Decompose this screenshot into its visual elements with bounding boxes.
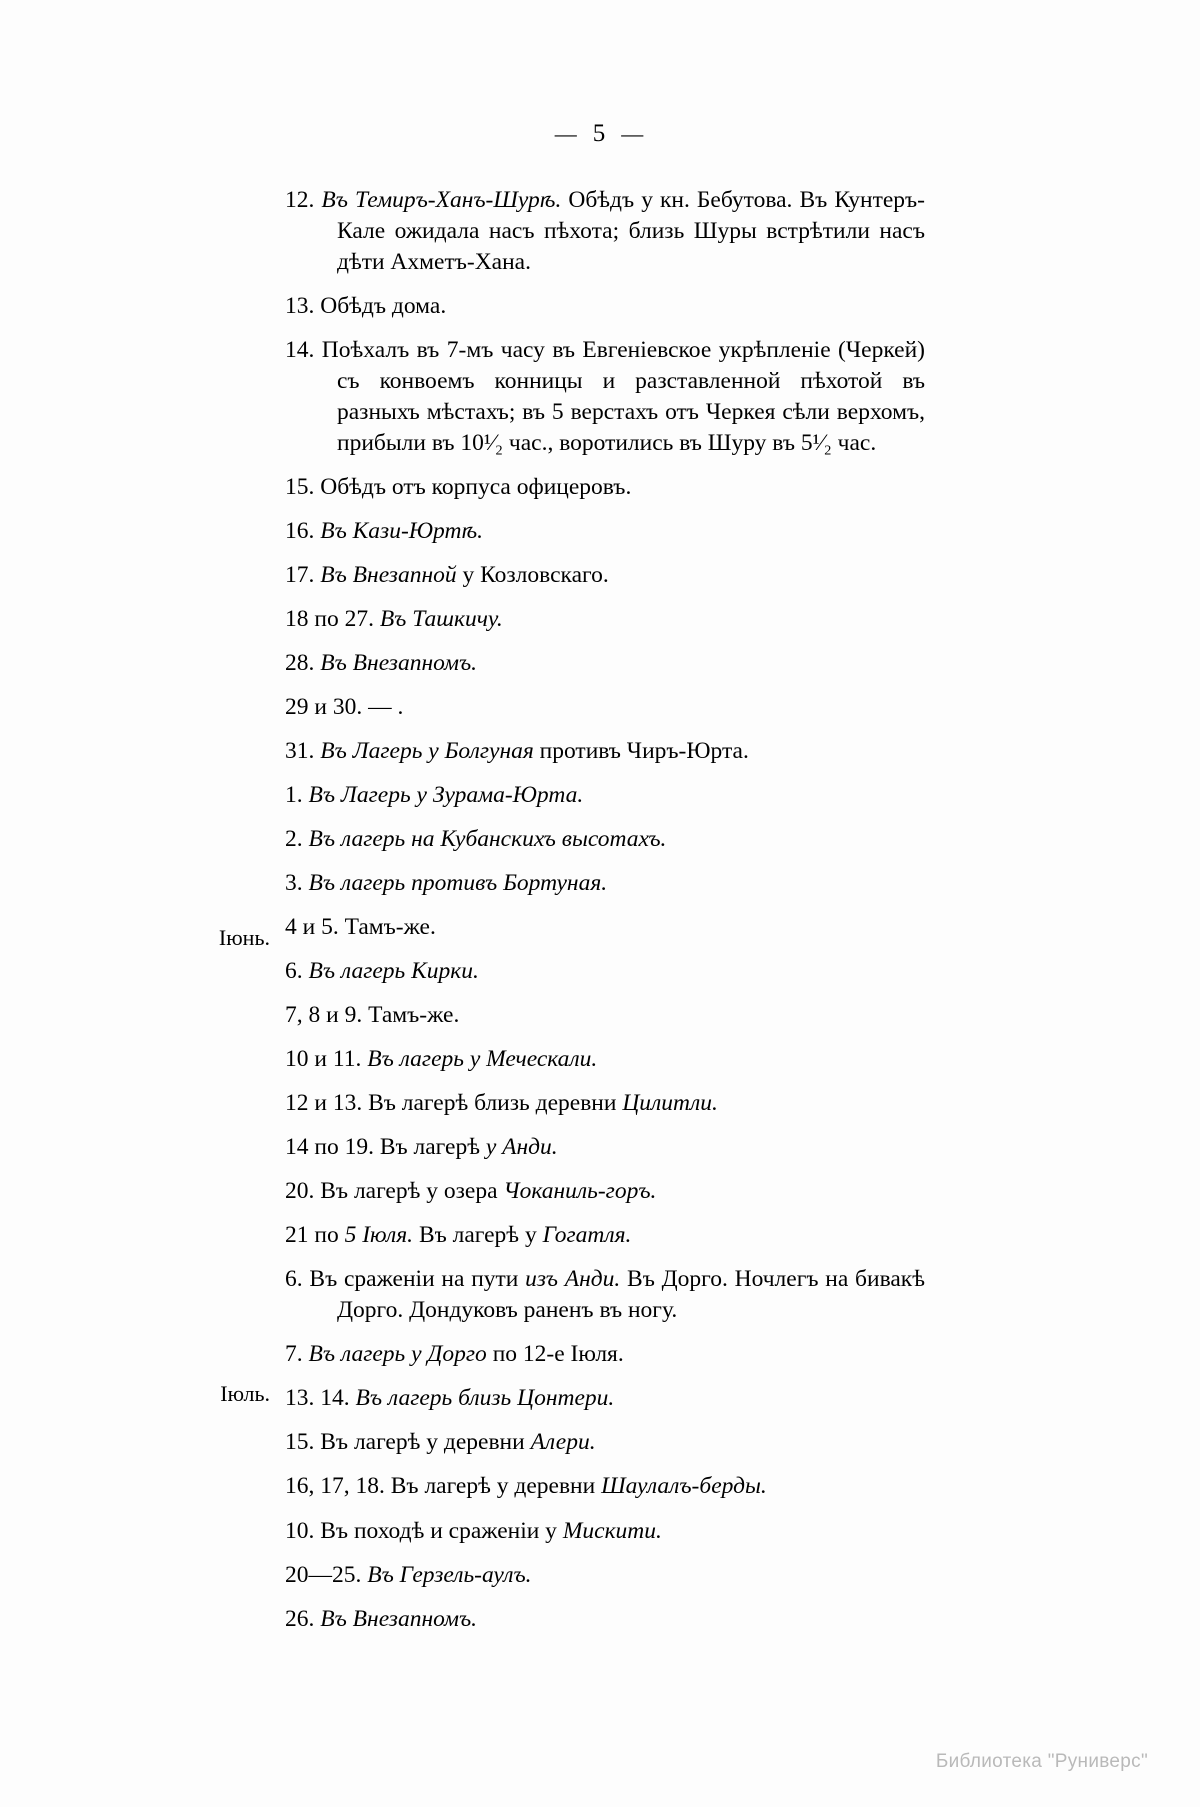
diary-entry [285,1132,925,1163]
diary-entry [285,1176,925,1207]
entry-number: 13. [285,293,315,320]
entry-text: Обѣдъ отъ корпуса офицеровъ. [314,474,632,501]
page-folio [0,120,1200,148]
diary-entry [285,1560,925,1591]
diary-entry [285,780,925,811]
diary-entry [285,648,925,679]
entry-place: изъ Анди. [525,1266,621,1293]
folio-dash-left: — [554,121,579,146]
entry-number: 16, 17, 18. [285,1473,385,1500]
entry-place: Въ лагерь на Кубанскихъ высотахъ. [308,826,667,853]
entry-number: 12 и 13. [285,1090,363,1117]
diary-entry [285,1088,925,1119]
entry-date-range: 5 Iюля. [338,1222,414,1249]
entry-place: Въ лагерь близь Цонтери. [355,1385,615,1412]
entry-number: 1. [285,782,303,809]
diary-entry [285,736,925,767]
entry-place: Въ Внезапной [320,562,457,589]
entry-number: 4 и 5. [285,914,339,941]
entry-place: Въ Внезапномъ. [320,1605,478,1632]
entry-text: по 12-е Iюля. [486,1341,624,1368]
entry-place: Въ Внезапномъ. [320,650,478,677]
entry-place: Чоканиль-горъ. [503,1178,657,1205]
diary-entry [285,824,925,855]
diary-entry [285,335,925,459]
diary-entry [285,956,925,987]
diary-entry [285,1339,925,1370]
diary-entry [285,1220,925,1251]
entry-number: 10 и 11. [285,1046,362,1073]
entry-number: 7. [285,1341,303,1368]
diary-entry [285,604,925,635]
entry-text: — . [362,694,404,721]
entry-number: 12. [285,187,315,213]
entry-number: 13. 14. [285,1385,350,1412]
entry-text: Въ походѣ и сраженіи у [314,1517,563,1544]
entry-number: 15. [285,474,315,501]
entry-text: Въ лагерѣ близь деревни [362,1090,623,1117]
entry-place: Въ лагерь у Дорго [308,1341,487,1368]
entry-place: Гогатля. [542,1222,632,1249]
diary-entry [285,1604,925,1635]
entry-place: Въ Кази-Юртѣ. [320,518,483,545]
entry-number: 6. [285,958,303,985]
entry-place: Шаулалъ-берды. [601,1473,767,1500]
diary-entry [285,1427,925,1458]
diary-entry [285,1264,925,1326]
margin-label-june: Iюнь. [218,925,270,950]
entry-place: Мискити. [562,1517,662,1544]
diary-entry [285,516,925,547]
diary-entry [285,185,925,278]
diary-entry [285,291,925,322]
diary-entry [285,1516,925,1547]
folio-number: 5 [592,120,608,147]
entry-number: 10. [285,1517,315,1544]
entry-text: Тамъ-же. [362,1002,460,1029]
diary-entry [285,1044,925,1075]
entry-number: 18 по 27. [285,606,374,633]
entry-text: Поѣхалъ въ 7-мъ часу въ Евгеніевское укрѣпленіе (Черкей) съ конвоемъ конницы и разставленной пѣхотой въ разныхъ мѣстахъ; въ 5 верстахъ отъ Черкея сѣли верхомъ, прибыли въ 10¹⁄₂ час., воротились въ Шуру въ 5¹⁄₂ час. [314,337,925,457]
diary-entry [285,472,925,503]
entry-place: Въ Герзель-аулъ. [367,1561,532,1588]
entry-number: 31. [285,738,315,765]
entry-place: Въ лагерь противъ Бортуная. [308,870,608,897]
diary-entry [285,1383,925,1414]
entry-number: 21 по [285,1222,339,1249]
entry-number: 7, 8 и 9. [285,1002,363,1029]
entry-number: 20—25. [285,1561,362,1588]
entry-number: 26. [285,1605,315,1632]
diary-entry-list [285,185,925,1648]
diary-entry [285,692,925,723]
entry-place: Въ Темиръ-Ханъ-Шурѣ. [321,187,562,213]
library-watermark: Библиотека "Руниверс" [935,1751,1148,1772]
diary-entry [285,560,925,591]
entry-place: Въ лагерь у Меческали. [367,1046,598,1073]
entry-number: 17. [285,562,315,589]
entry-text: Обѣдъ дома. [314,293,447,320]
entry-number: 3. [285,870,303,897]
entry-number: 14 по 19. [285,1134,374,1161]
entry-number: 16. [285,518,315,545]
entry-place: Въ Лагерь у Зурама-Юрта. [308,782,584,809]
margin-label-july: Iюль. [220,1381,270,1406]
entry-text: Въ лагерѣ у озера [314,1178,504,1205]
entry-place: Алери. [530,1429,596,1456]
entry-place: Въ Ташкичу. [379,606,503,633]
entry-place: Въ Лагерь у Болгуная [320,738,534,765]
entry-text: Обѣдъ у кн. Бебутова. Въ Кунтеръ-Кале ожидала насъ пѣхота; близь Шуры встрѣтили насъ дѣти Ахметъ-Хана. [337,187,926,276]
diary-entry [285,912,925,943]
diary-entry [285,868,925,899]
diary-entry [285,1000,925,1031]
entry-place: Въ лагерь Кирки. [308,958,479,985]
entry-place: у Анди. [485,1134,558,1161]
entry-text-continued: Въ Дорго. Ночлегъ на бивакѣ Дорго. Дондуковъ раненъ въ ногу. [337,1266,925,1324]
entry-number: 14. [285,337,315,364]
folio-dash-right: — [621,121,646,146]
entry-number: 29 и 30. [285,694,363,721]
entry-number: 15. [285,1429,315,1456]
entry-text: Въ лагерѣ у [413,1222,543,1249]
entry-text: Въ лагерѣ у деревни [314,1429,531,1456]
entry-place: Цилитли. [622,1090,718,1117]
diary-entry [285,1471,925,1502]
entry-number: 28. [285,650,315,677]
entry-text: Въ лагерѣ [373,1134,486,1161]
entry-text: Тамъ-же. [338,914,436,941]
entry-number: 20. [285,1178,315,1205]
entry-text: у Козловскаго. [456,562,609,589]
entry-number: 2. [285,826,303,853]
entry-text: Въ лагерѣ у деревни [384,1473,602,1500]
entry-text: Въ сраженіи на пути [302,1266,526,1293]
entry-text: противъ Чиръ-Юрта. [533,738,749,765]
entry-number: 6. [285,1266,303,1293]
